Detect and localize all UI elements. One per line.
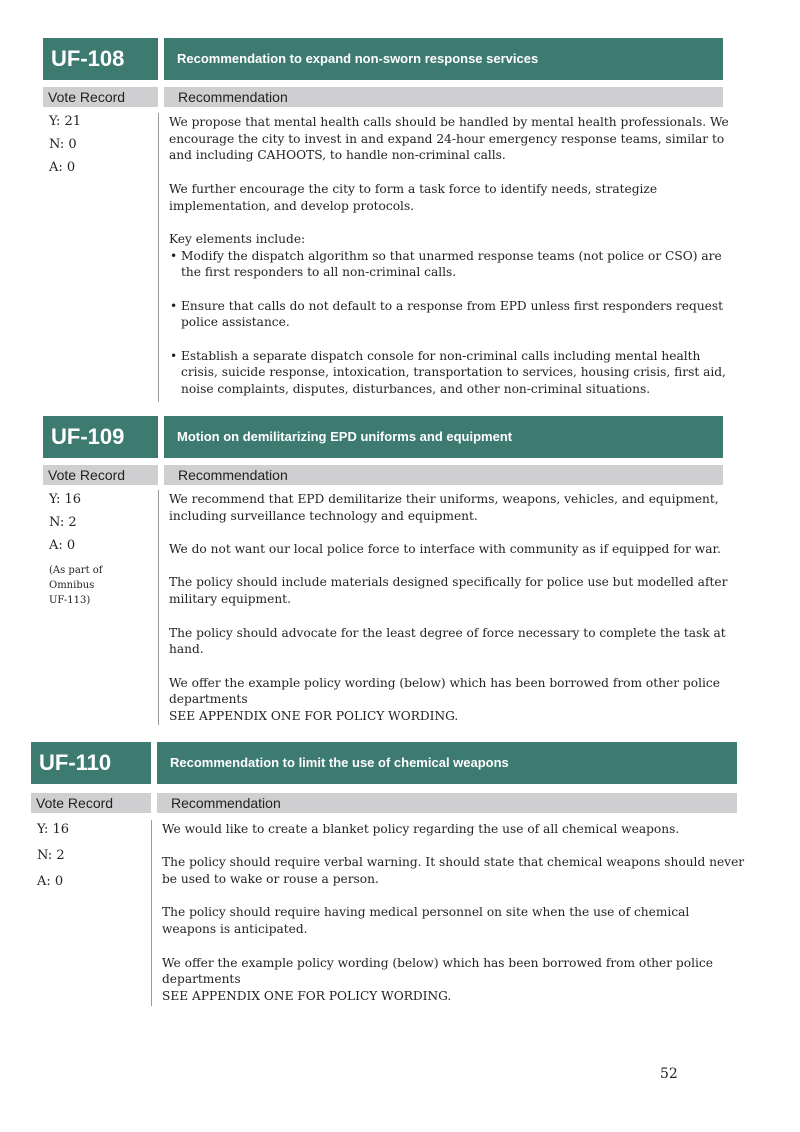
paragraph: We offer the example policy wording (below) which has been borrowed from other police departments [169,675,720,707]
recommendation-header: Recommendation [164,87,723,107]
paragraph: We do not want our local police force to interface with community as if equipped for war. [169,542,721,557]
section-title-uf110: Recommendation to limit the use of chemical weapons [157,742,737,784]
omnibus-note: (As part of Omnibus UF-113) [49,565,103,606]
section-id-uf109: UF-109 [43,416,158,458]
page-number: 52 [660,1066,678,1082]
section-title-uf109: Motion on demilitarizing EPD uniforms and equipment [164,416,723,458]
paragraph: We recommend that EPD demilitarize their uniforms, weapons, vehicles, and equipment, including surveillance technology and equipment. [169,492,719,523]
recommendation-body [158,490,733,725]
paragraph: The policy should require having medical personnel on site when the use of chemical weapons is anticipated. [162,905,690,937]
key-elements-list [169,248,733,398]
paragraph: We propose that mental health calls should be handled by mental health professionals. We encourage the city to invest in and expand 24-hour emergency response teams, similar to and including CAHOOTS, to handle non-criminal calls. [169,115,729,163]
votes-abstain: A: 0 [49,538,76,553]
votes-no: N: 2 [37,848,65,863]
list-item: • Ensure that calls do not default to a response from EPD unless first responders request police assistance. [169,298,733,331]
paragraph: We further encourage the city to form a task force to identify needs, strategize implementation, and develop protocols. [169,181,658,213]
appendix-reference: SEE APPENDIX ONE FOR POLICY WORDING. [162,988,452,1003]
vote-record-header: Vote Record [31,793,151,813]
appendix-reference: SEE APPENDIX ONE FOR POLICY WORDING. [169,709,459,724]
votes-no: N: 2 [49,515,77,530]
recommendation-header: Recommendation [164,465,723,485]
paragraph: Key elements include: [169,231,306,246]
paragraph: We would like to create a blanket policy regarding the use of all chemical weapons. [162,822,680,836]
recommendation-header: Recommendation [157,793,737,813]
recommendation-body [151,820,746,1006]
votes-yes: Y: 16 [49,492,82,507]
votes-abstain: A: 0 [37,874,64,889]
section-title-uf108: Recommendation to expand non-sworn response services [164,38,723,80]
vote-record [49,110,81,179]
vote-record-header: Vote Record [43,87,158,107]
votes-no: N: 0 [49,137,77,152]
paragraph: The policy should include materials designed specifically for police use but modelled after military equipment. [169,575,728,607]
paragraph: The policy should require verbal warning. It should state that chemical weapons should never be used to wake or rouse a person. [162,855,745,887]
list-item: • Establish a separate dispatch console for non-criminal calls including mental health crisis, suicide response, intoxication, transportation to services, housing crisis, first aid, noise complaints, disputes, disturbances, and other non-criminal situations. [169,348,733,398]
paragraph: We offer the example policy wording (below) which has been borrowed from other police departments [162,955,713,987]
section-id-uf108: UF-108 [43,38,158,80]
votes-yes: Y: 21 [49,114,82,129]
vote-record [37,817,69,895]
votes-yes: Y: 16 [37,822,70,837]
vote-record [49,488,103,608]
paragraph: The policy should advocate for the least degree of force necessary to complete the task at hand. [169,625,726,657]
vote-record-header: Vote Record [43,465,158,485]
section-id-uf110: UF-110 [31,742,151,784]
votes-abstain: A: 0 [49,160,76,175]
list-item: • Modify the dispatch algorithm so that unarmed response teams (not police or CSO) are the first responders to all non-criminal calls. [169,248,733,281]
recommendation-body [158,113,733,402]
